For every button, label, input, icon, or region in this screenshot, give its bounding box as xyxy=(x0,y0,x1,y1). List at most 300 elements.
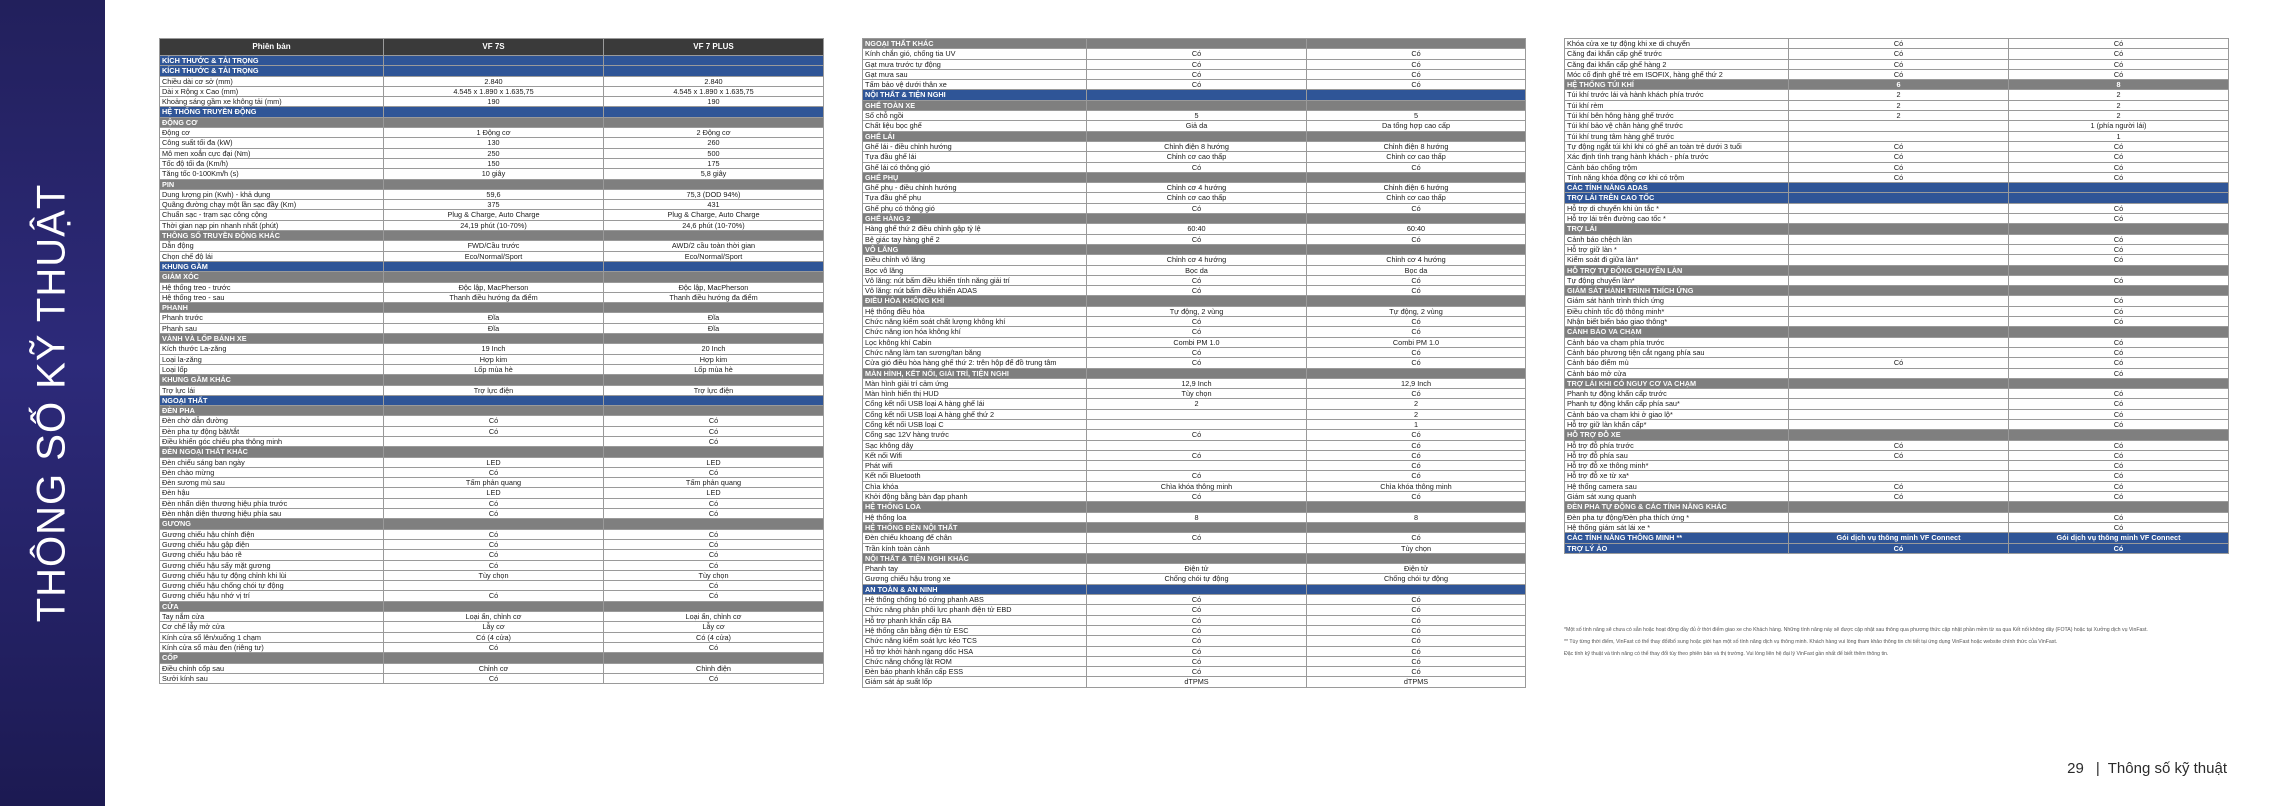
spec-label: Hệ thống treo - trước xyxy=(160,282,384,292)
spec-label: Chức năng ion hóa không khí xyxy=(863,327,1087,337)
vf7s-value: Có xyxy=(384,539,604,549)
vf7plus-value xyxy=(2009,183,2229,193)
vf7plus-value: Có xyxy=(2009,214,2229,224)
table-row xyxy=(1565,275,2229,285)
spec-label: Giám sát áp suất lốp xyxy=(863,677,1087,687)
table-row xyxy=(160,539,824,549)
vf7plus-value: Có xyxy=(604,673,824,683)
spec-label: Chiều dài cơ sở (mm) xyxy=(160,76,384,86)
spec-label: NGOẠI THẤT xyxy=(160,395,384,405)
vf7plus-value: Có xyxy=(2009,450,2229,460)
spec-label: Tự động chuyển làn* xyxy=(1565,275,1789,285)
vf7s-value: Tùy chọn xyxy=(384,570,604,580)
spec-label: Bọc vô lăng xyxy=(863,265,1087,275)
vf7plus-value xyxy=(1307,172,1526,182)
section-row xyxy=(160,107,824,117)
vf7s-value xyxy=(1789,327,2009,337)
vf7s-value: Có xyxy=(1087,656,1307,666)
vf7plus-value: Có xyxy=(604,509,824,519)
table-row xyxy=(160,509,824,519)
spec-label: Giám sát xung quanh xyxy=(1565,492,1789,502)
vf7plus-value xyxy=(2009,265,2229,275)
spec-label: Kính chắn gió, chống tia UV xyxy=(863,49,1087,59)
spec-label: Chức năng phân phối lực phanh điện tử EBD xyxy=(863,605,1087,615)
spec-label: Tựa đầu ghế lái xyxy=(863,152,1087,162)
vf7plus-value: Chỉnh điện 6 hướng xyxy=(1307,183,1526,193)
table-row xyxy=(863,667,1526,677)
vf7plus-value: Có xyxy=(1307,317,1526,327)
table-row xyxy=(863,461,1526,471)
spec-label: Đèn hậu xyxy=(160,488,384,498)
spec-label: Gương chiếu hậu tự động chỉnh khi lùi xyxy=(160,570,384,580)
spec-label: NGOẠI THẤT KHÁC xyxy=(863,39,1087,49)
table-row xyxy=(160,148,824,158)
vf7s-value: Độc lập, MacPherson xyxy=(384,282,604,292)
vf7plus-value xyxy=(2009,193,2229,203)
table-row xyxy=(863,162,1526,172)
vf7s-value xyxy=(1087,100,1307,110)
spec-label: Đèn nhấn diện thương hiệu phía trước xyxy=(160,498,384,508)
section-row xyxy=(160,117,824,127)
table-row xyxy=(160,488,824,498)
vf7s-value: Có xyxy=(1789,543,2009,553)
vf7s-value: 190 xyxy=(384,97,604,107)
vf7plus-value xyxy=(2009,224,2229,234)
spec-label: Hỗ trợ đỗ xe từ xa* xyxy=(1565,471,1789,481)
vf7s-value: Eco/Normal/Sport xyxy=(384,251,604,261)
table-row xyxy=(863,255,1526,265)
table-row xyxy=(160,560,824,570)
vf7s-value xyxy=(1789,389,2009,399)
vf7s-value xyxy=(1789,214,2009,224)
vf7plus-value: 2 xyxy=(2009,100,2229,110)
vf7plus-value xyxy=(604,519,824,529)
vf7s-value xyxy=(384,581,604,591)
vf7plus-value: Có xyxy=(2009,69,2229,79)
table-row xyxy=(160,158,824,168)
section-row xyxy=(863,368,1526,378)
table-row xyxy=(1565,90,2229,100)
spec-label: Thời gian nạp pin nhanh nhất (phút) xyxy=(160,220,384,230)
vf7s-value xyxy=(1087,39,1307,49)
vf7plus-value xyxy=(604,653,824,663)
table-row xyxy=(863,615,1526,625)
vf7s-value: Có xyxy=(384,467,604,477)
vf7plus-value: 190 xyxy=(604,97,824,107)
vf7s-value: Có xyxy=(1789,481,2009,491)
spec-label: Hàng ghế thứ 2 điều chỉnh gập tỷ lệ xyxy=(863,224,1087,234)
spec-label: Túi khí bên hông hàng ghế trước xyxy=(1565,111,1789,121)
footnote: *Một số tính năng sẽ chưa có sẵn hoặc hoạt động đầy đủ ở thời điểm giao xe cho Khách hàng. Những tính năng này sẽ được cập nhật sau thông qua phương thức cập nhật phần mềm từ xa qua Kết nối không dây (FOTA) hoặc tại Xưởng dịch vụ VinFast. xyxy=(1564,627,2148,633)
spec-label: Phanh sau xyxy=(160,323,384,333)
vf7plus-value xyxy=(1307,100,1526,110)
footnote: ** Tùy từng thời điểm, VinFast có thể thay đổi/bổ sung hoặc giới hạn một số tính năng dịch vụ thông minh. Khách hàng vui lòng tham khảo thông tin chi tiết tại ứng dụng VinFast hoặc website chính thức của VinFast. xyxy=(1564,639,2058,645)
vf7plus-value xyxy=(604,56,824,66)
vf7s-value xyxy=(1087,419,1307,429)
section-row xyxy=(863,90,1526,100)
vf7plus-value xyxy=(1307,90,1526,100)
vf7plus-value: Có xyxy=(1307,625,1526,635)
vf7s-value: Có xyxy=(384,673,604,683)
table-row xyxy=(863,625,1526,635)
vf7plus-value: Có xyxy=(604,498,824,508)
spec-label: Đèn chờ dẫn đường xyxy=(160,416,384,426)
vf7s-value xyxy=(1789,317,2009,327)
vf7s-value xyxy=(1789,368,2009,378)
table-row xyxy=(1565,461,2229,471)
spec-label: HỖ TRỢ TỰ ĐỘNG CHUYỂN LÀN xyxy=(1565,265,1789,275)
table-row xyxy=(863,492,1526,502)
vf7s-value: Có xyxy=(1789,172,2009,182)
table-row xyxy=(863,636,1526,646)
vf7s-value: 24,19 phút (10-70%) xyxy=(384,220,604,230)
spec-label: Hỗ trợ khởi hành ngang dốc HSA xyxy=(863,646,1087,656)
vf7s-value: Chỉnh cơ 4 hướng xyxy=(1087,255,1307,265)
vf7s-value xyxy=(1087,244,1307,254)
spec-label: Tính năng khóa động cơ khi có trộm xyxy=(1565,172,1789,182)
vf7s-value xyxy=(1087,214,1307,224)
section-row xyxy=(160,406,824,416)
spec-label: Túi khí bảo vệ chân hàng ghế trước xyxy=(1565,121,1789,131)
table-row xyxy=(160,323,824,333)
spec-label: Túi khí trung tâm hàng ghế trước xyxy=(1565,131,1789,141)
spec-label: CẢNH BÁO VA CHẠM xyxy=(1565,327,1789,337)
vf7plus-value xyxy=(604,231,824,241)
vf7plus-value: Có xyxy=(1307,533,1526,543)
vf7s-value: Có xyxy=(1087,636,1307,646)
table-row xyxy=(1565,131,2229,141)
vf7plus-value xyxy=(2009,286,2229,296)
spec-label: NỘI THẤT & TIỆN NGHI xyxy=(863,90,1087,100)
vf7s-value: 60:40 xyxy=(1087,224,1307,234)
table-header xyxy=(160,39,824,56)
spec-label: Gạt mưa sau xyxy=(863,69,1087,79)
section-row xyxy=(1565,543,2229,553)
vf7plus-value: Có xyxy=(604,539,824,549)
spec-label: KHUNG GẦM KHÁC xyxy=(160,375,384,385)
section-row xyxy=(160,519,824,529)
spec-label: ĐÈN NGOẠI THẤT KHÁC xyxy=(160,447,384,457)
spec-label: Tấm bảo vệ dưới thân xe xyxy=(863,80,1087,90)
vf7plus-value: Có xyxy=(1307,667,1526,677)
table-row xyxy=(863,358,1526,368)
vf7s-value: 2.840 xyxy=(384,76,604,86)
spec-label: Hệ thống chống bó cứng phanh ABS xyxy=(863,595,1087,605)
vf7s-value: Loại ẩn, chỉnh cơ xyxy=(384,612,604,622)
vf7s-value: Có xyxy=(1087,646,1307,656)
vf7plus-value: Có xyxy=(1307,347,1526,357)
spec-label: Phát wifi xyxy=(863,461,1087,471)
vf7plus-value xyxy=(1307,502,1526,512)
table-row xyxy=(160,498,824,508)
vf7plus-value: 75,3 (DOD 94%) xyxy=(604,189,824,199)
table-row xyxy=(863,265,1526,275)
table-row xyxy=(863,419,1526,429)
table-row xyxy=(863,183,1526,193)
section-row xyxy=(160,653,824,663)
table-row xyxy=(1565,481,2229,491)
table-row xyxy=(863,80,1526,90)
spec-label: Cảnh báo điểm mù xyxy=(1565,358,1789,368)
vf7s-value xyxy=(1789,378,2009,388)
vf7plus-value: 8 xyxy=(1307,512,1526,522)
vf7s-value: Chỉnh cơ cao thấp xyxy=(1087,193,1307,203)
table-row xyxy=(863,347,1526,357)
vf7s-value xyxy=(1789,244,2009,254)
vf7plus-value: Có xyxy=(604,591,824,601)
table-row xyxy=(160,189,824,199)
vf7s-value xyxy=(1789,347,2009,357)
vf7plus-value xyxy=(1307,39,1526,49)
table-row xyxy=(160,581,824,591)
spec-label: Kết nối Wifi xyxy=(863,450,1087,460)
table-row xyxy=(863,203,1526,213)
vf7plus-value: Chìa khóa thông minh xyxy=(1307,481,1526,491)
vf7plus-value: Có (4 cửa) xyxy=(604,632,824,642)
table-row xyxy=(1565,347,2229,357)
table-row xyxy=(160,241,824,251)
vf7s-value: Điện tử xyxy=(1087,564,1307,574)
spec-label: Chức năng kiểm soát lực kéo TCS xyxy=(863,636,1087,646)
vf7s-value: Có xyxy=(384,560,604,570)
vf7plus-value: Có xyxy=(2009,337,2229,347)
spec-label: GƯƠNG xyxy=(160,519,384,529)
vf7s-value: 6 xyxy=(1789,80,2009,90)
vf7plus-value: Eco/Normal/Sport xyxy=(604,251,824,261)
section-row xyxy=(863,553,1526,563)
vf7plus-value xyxy=(1307,553,1526,563)
spec-label: HỖ TRỢ ĐỖ XE xyxy=(1565,430,1789,440)
table-row xyxy=(160,169,824,179)
table-row xyxy=(863,286,1526,296)
vf7plus-value: Có xyxy=(2009,255,2229,265)
spec-label: Chuẩn sạc - trạm sạc công cộng xyxy=(160,210,384,220)
vf7plus-value: AWD/2 cầu toàn thời gian xyxy=(604,241,824,251)
spec-label: Phanh tự động khẩn cấp trước xyxy=(1565,389,1789,399)
sidebar-title: THÔNG SỐ KỸ THUẬT xyxy=(29,183,74,623)
vf7plus-value: Trợ lực điện xyxy=(604,385,824,395)
spec-label: Cổng sạc 12V hàng trước xyxy=(863,430,1087,440)
spec-label: Gương chiếu hậu chống chói tự động xyxy=(160,581,384,591)
vf7s-value xyxy=(384,519,604,529)
vf7plus-value xyxy=(604,447,824,457)
vf7plus-value: dTPMS xyxy=(1307,677,1526,687)
vf7s-value xyxy=(1087,172,1307,182)
vf7plus-value: Độc lập, MacPherson xyxy=(604,282,824,292)
vf7plus-value: Có xyxy=(2009,234,2229,244)
spec-label: Vô lăng: nút bấm điều khiển ADAS xyxy=(863,286,1087,296)
table-row xyxy=(160,313,824,323)
vf7plus-value: Có xyxy=(1307,327,1526,337)
vf7plus-value: Đĩa xyxy=(604,323,824,333)
vf7s-value xyxy=(1789,461,2009,471)
table-row xyxy=(160,251,824,261)
vf7plus-value: Có xyxy=(2009,39,2229,49)
spec-label: Mô men xoắn cực đại (Nm) xyxy=(160,148,384,158)
spec-label: Động cơ xyxy=(160,128,384,138)
vf7s-value: Có xyxy=(1087,605,1307,615)
vf7plus-value: Có xyxy=(1307,69,1526,79)
vf7plus-value: Chỉnh điện 8 hướng xyxy=(1307,141,1526,151)
vf7plus-value xyxy=(1307,296,1526,306)
vf7plus-value: Có xyxy=(2009,347,2229,357)
spec-label: Kính cửa sổ màu đen (riêng tư) xyxy=(160,642,384,652)
vf7plus-value: Có xyxy=(2009,522,2229,532)
vf7s-value: Plug & Charge, Auto Charge xyxy=(384,210,604,220)
table-row xyxy=(1565,389,2229,399)
vf7plus-value: 2 xyxy=(2009,111,2229,121)
spec-table-2 xyxy=(862,38,1526,688)
spec-label: Gương chiếu hậu sấy mặt gương xyxy=(160,560,384,570)
vf7plus-value: Có xyxy=(2009,419,2229,429)
table-row xyxy=(160,426,824,436)
vf7plus-value: Có xyxy=(604,550,824,560)
page-number: 29 xyxy=(2067,760,2084,777)
vf7plus-value: Có xyxy=(604,560,824,570)
vf7s-value xyxy=(1789,203,2009,213)
vf7s-value xyxy=(384,375,604,385)
vf7s-value xyxy=(1789,337,2009,347)
table-row xyxy=(160,570,824,580)
vf7plus-value: Có xyxy=(2009,306,2229,316)
spec-label: Gương chiếu hậu chỉnh điện xyxy=(160,529,384,539)
spec-label: Cổng kết nối USB loại A hàng ghế thứ 2 xyxy=(863,409,1087,419)
section-row xyxy=(863,131,1526,141)
table-row xyxy=(1565,409,2229,419)
vf7s-value: Có xyxy=(1789,358,2009,368)
spec-label: PIN xyxy=(160,179,384,189)
vf7s-value: Chỉnh cơ cao thấp xyxy=(1087,152,1307,162)
footnote: Đặc tính kỹ thuật và tính năng có thể thay đổi tùy theo phiên bản và thị trường. Vui lòng liên hệ đại lý VinFast gần nhất để biết thêm thông tin. xyxy=(1564,651,1889,657)
section-row xyxy=(1565,502,2229,512)
footer-title: Thông số kỹ thuật xyxy=(2107,760,2227,777)
vf7s-value xyxy=(1789,296,2009,306)
spec-label: CỐP xyxy=(160,653,384,663)
table-row xyxy=(1565,152,2229,162)
table-row xyxy=(863,69,1526,79)
vf7s-value: 2 xyxy=(1789,111,2009,121)
vf7plus-value: Có xyxy=(604,426,824,436)
vf7s-value: Có xyxy=(1087,162,1307,172)
spec-label: GIÁM SÁT HÀNH TRÌNH THÍCH ỨNG xyxy=(1565,286,1789,296)
vf7plus-value: Bọc da xyxy=(1307,265,1526,275)
spec-label: Đèn chào mừng xyxy=(160,467,384,477)
vf7plus-value: Có xyxy=(1307,49,1526,59)
section-row xyxy=(1565,327,2229,337)
vf7s-value: Có xyxy=(1087,286,1307,296)
vf7plus-value xyxy=(604,406,824,416)
vf7plus-value xyxy=(604,375,824,385)
vf7s-value: Có xyxy=(1789,152,2009,162)
spec-label: Xác định tình trạng hành khách - phía trước xyxy=(1565,152,1789,162)
spec-label: Bệ giác tay hàng ghế 2 xyxy=(863,234,1087,244)
spec-label: Kiểm soát đi giữa làn* xyxy=(1565,255,1789,265)
spec-label: Ghế phụ có thông gió xyxy=(863,203,1087,213)
spec-label: Loại lốp xyxy=(160,364,384,374)
table-row xyxy=(863,543,1526,553)
spec-label: HỆ THỐNG LOA xyxy=(863,502,1087,512)
vf7s-value xyxy=(1789,255,2009,265)
spec-label: Chức năng chống lật ROM xyxy=(863,656,1087,666)
vf7s-value: Có xyxy=(1087,471,1307,481)
vf7plus-value xyxy=(1307,584,1526,594)
spec-label: Hệ thống loa xyxy=(863,512,1087,522)
vf7s-value: Có xyxy=(1087,615,1307,625)
spec-label: Gương chiếu hậu báo rẽ xyxy=(160,550,384,560)
vf7s-value: Có xyxy=(1789,39,2009,49)
vf7s-value xyxy=(1087,461,1307,471)
section-row xyxy=(1565,286,2229,296)
vf7plus-value: 5 xyxy=(1307,111,1526,121)
vf7plus-value: Có xyxy=(604,467,824,477)
section-row xyxy=(160,66,824,76)
section-row xyxy=(863,172,1526,182)
spec-label: Trần kính toàn cảnh xyxy=(863,543,1087,553)
spec-label: Hỗ trợ lái trên đường cao tốc * xyxy=(1565,214,1789,224)
table-row xyxy=(1565,337,2229,347)
vf7s-value: 2 xyxy=(1087,399,1307,409)
vf7s-value: Có xyxy=(1087,533,1307,543)
vf7plus-value: Có xyxy=(2009,203,2229,213)
table-row xyxy=(160,663,824,673)
table-row xyxy=(160,632,824,642)
spec-label: Hỗ trợ đỗ phía trước xyxy=(1565,440,1789,450)
vf7plus-value: Tấm phản quang xyxy=(604,478,824,488)
section-row xyxy=(160,447,824,457)
table-row xyxy=(863,378,1526,388)
section-row xyxy=(863,522,1526,532)
vf7plus-value xyxy=(1307,244,1526,254)
table-row xyxy=(160,642,824,652)
vf7plus-value: Chỉnh cơ 4 hướng xyxy=(1307,255,1526,265)
vf7s-value: Bọc da xyxy=(1087,265,1307,275)
vf7plus-value xyxy=(1307,214,1526,224)
vf7plus-value: Có xyxy=(2009,244,2229,254)
spec-label: Hỗ trợ phanh khẩn cấp BA xyxy=(863,615,1087,625)
table-row xyxy=(863,564,1526,574)
spec-label: Tựa đầu ghế phụ xyxy=(863,193,1087,203)
table-row xyxy=(160,622,824,632)
vf7plus-value: 2 Động cơ xyxy=(604,128,824,138)
table-row xyxy=(1565,141,2229,151)
section-row xyxy=(863,100,1526,110)
table-row xyxy=(1565,49,2229,59)
vf7s-value: Có xyxy=(1087,327,1307,337)
table-row xyxy=(863,193,1526,203)
vf7s-value xyxy=(1789,512,2009,522)
spec-label: TRỢ LÁI KHI CÓ NGUY CƠ VA CHẠM xyxy=(1565,378,1789,388)
vf7s-value: Có xyxy=(1087,358,1307,368)
spec-table-3 xyxy=(1564,38,2229,554)
vf7s-value xyxy=(1789,224,2009,234)
vf7s-value: Chỉnh điện 8 hướng xyxy=(1087,141,1307,151)
vf7plus-value: 1 xyxy=(2009,131,2229,141)
vf7plus-value: Combi PM 1.0 xyxy=(1307,337,1526,347)
table-row xyxy=(160,354,824,364)
vf7plus-value: Hợp kim xyxy=(604,354,824,364)
vf7s-value xyxy=(1789,522,2009,532)
table-row xyxy=(863,141,1526,151)
vf7plus-value: 1 (phía người lái) xyxy=(2009,121,2229,131)
vf7s-value xyxy=(1087,543,1307,553)
table-row xyxy=(160,385,824,395)
vf7plus-value: 2 xyxy=(2009,90,2229,100)
table-row xyxy=(863,646,1526,656)
spec-label: Dung lượng pin (Kwh) - khả dụng xyxy=(160,189,384,199)
spec-label: Quãng đường chạy một lần sạc đầy (Km) xyxy=(160,200,384,210)
vf7s-value: 250 xyxy=(384,148,604,158)
spec-label: Cảnh báo va chạm khi ở giao lộ* xyxy=(1565,409,1789,419)
